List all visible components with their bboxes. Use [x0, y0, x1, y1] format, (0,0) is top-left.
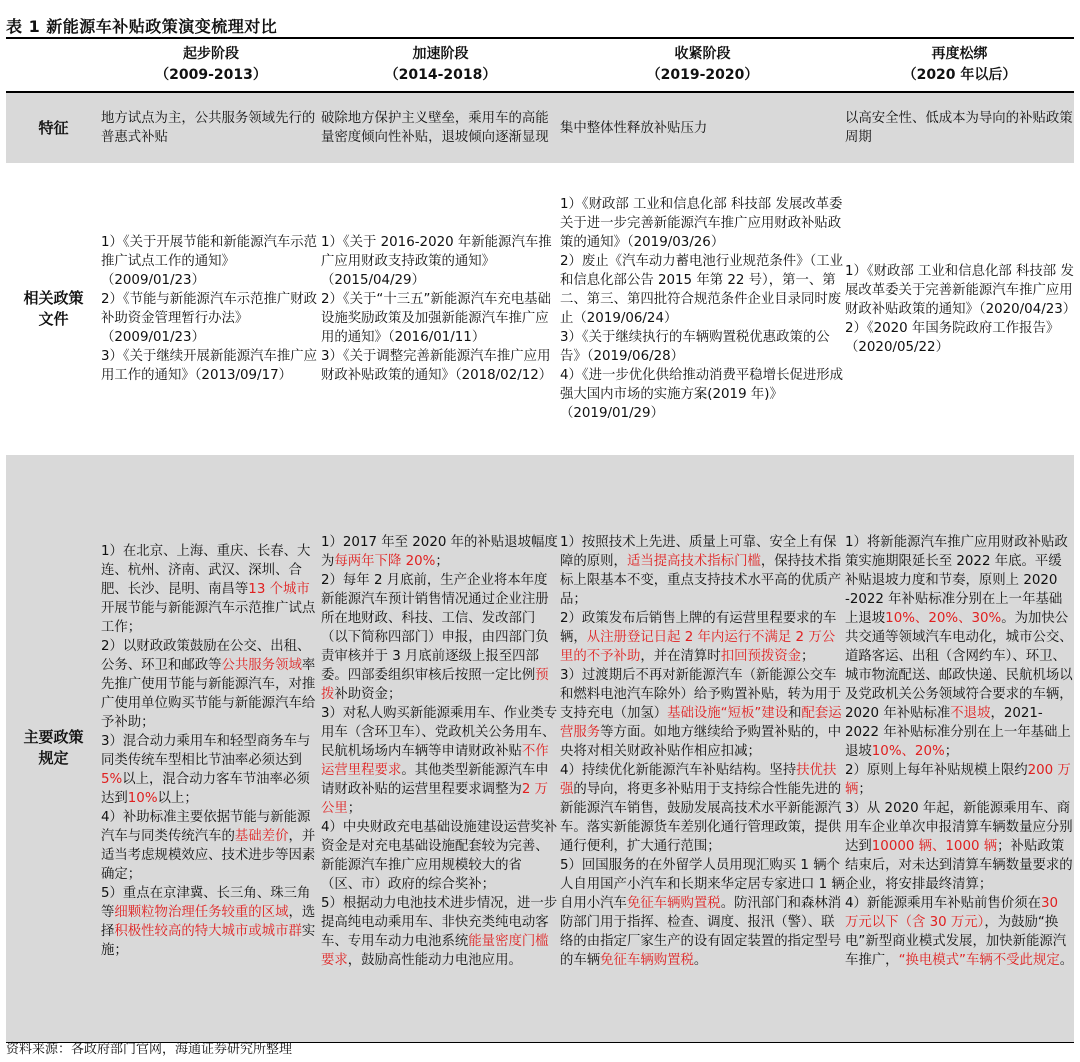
highlight-text: 能量密度门槛要求	[321, 933, 549, 968]
rule-item: 3）从 2020 年起，新能源乘用车、商用车企业单次申报清算车辆数量应分别达到10000 辆、1000 辆；补贴政策结束后，对未达到清算车辆数量要求的企业，将安排最终清算；	[845, 800, 1073, 892]
policy-doc: 1）《财政部 工业和信息化部 科技部 发展改革委关于完善新能源汽车推广应用财政补贴政策的通知》（2020/04/23）	[845, 263, 1077, 317]
highlight-text: 预拨	[321, 667, 549, 702]
policy-doc: 3）《关于继续开展新能源汽车推广应用工作的通知》（2013/09/17）	[101, 349, 318, 383]
docs-cell	[560, 163, 845, 455]
rules-cell	[560, 455, 845, 1042]
stage-name: 加速阶段	[412, 46, 469, 62]
stage-name: 起步阶段	[183, 46, 239, 62]
rules-cell	[101, 455, 321, 1042]
row-label-rules	[6, 455, 101, 1042]
highlight-text: 不作运营里程要求	[321, 743, 549, 778]
row-label-line: 规定	[38, 749, 69, 768]
policy-doc: 3）《关于调整完善新能源汽车推广应用财政补贴政策的通知》（2018/02/12）	[321, 349, 553, 383]
stage-header	[321, 38, 560, 92]
highlight-text: 5%	[101, 772, 123, 788]
docs-cell	[101, 163, 321, 455]
table-row	[6, 455, 1074, 1042]
rule-item: 1）按照技术上先进、质量上可靠、安全上有保障的原则，适当提高技术指标门槛，保持技术指标上限基本不变，重点支持技术水平高的优质产品；	[560, 534, 842, 607]
highlight-text: 基础差价	[234, 829, 289, 845]
policy-doc: 1）《财政部 工业和信息化部 科技部 发展改革委关于进一步完善新能源汽车推广应用财政补贴政策的通知》（2019/03/26）	[560, 197, 843, 250]
row-label-docs	[6, 163, 101, 455]
rule-item: 2）政策发布后销售上牌的有运营里程要求的车辆，从注册登记日起 2 年内运行不满足 2 万公里的不予补助，并在清算时扣回预拨资金；	[560, 610, 837, 664]
corner-cell	[6, 38, 101, 92]
highlight-text: 免征车辆购置税	[626, 895, 721, 911]
rule-item: 1）将新能源汽车推广应用财政补贴政策实施期限延长至 2022 年底。平缓补贴退坡力度和节奏，原则上 2020 -2022 年补贴标准分别在上一年基础上退坡10%、20%、30%。为加快公共交通等领域汽车电动化，城市公交、道路客运、出租（含网约车）、环卫、城市物流配送、邮政快递、民航机场以及党政机关公务领域符合要求的车辆，2020 年补贴标准不退坡，2021-2022 年补贴标准分别在上一年基础上退坡10%、20%；	[845, 534, 1073, 759]
highlight-text: 配套运营服务	[560, 705, 842, 740]
rule-item: 5）回国服务的在外留学人员用现汇购买 1 辆个人自用国产小汽车和长期来华定居专家进口 1 辆自用小汽车免征车辆购置税。防汛部门和森林消防部门用于指挥、检查、调度、报汛（警）、联络的由指定厂家生产的设有固定装置的指定型号的车辆免征车辆购置税。	[560, 857, 845, 968]
highlight-text: “换电模式”车辆不受此规定	[898, 952, 1060, 968]
highlight-text: 基础设施“短板”建设	[667, 705, 789, 721]
stage-name: 再度松绑	[931, 46, 988, 62]
highlight-text: 细颗粒物治理任务较重的区域	[114, 905, 289, 921]
row-label-line: 文件	[38, 310, 69, 328]
policy-doc: 1）《关于开展节能和新能源汽车示范推广试点工作的通知》（2009/01/23）	[101, 235, 318, 288]
feature-cell: 破除地方保护主义壁垒，乘用车的高能量密度倾向性补贴，退坡倾向逐渐显现	[321, 92, 560, 163]
highlight-text: 10%、20%、30%	[885, 610, 1002, 626]
source-note: 资料来源：各政府部门官网，海通证券研究所整理	[6, 1042, 293, 1057]
rule-item: 3）对私人购买新能源乘用车、作业类专用车（含环卫车）、党政机关公务用车、民航机场场内车辆等申请财政补贴不作运营里程要求。其他类型新能源汽车申请财政补贴的运营里程要求调整为2 万公里；	[321, 705, 558, 816]
highlight-text: 积极性较高的特大城市或城市群	[114, 924, 302, 940]
rule-item: 2）原则上每年补贴规模上限约200 万辆；	[845, 762, 1071, 797]
table-title: 表 1 新能源车补贴政策演变梳理对比	[6, 17, 278, 36]
highlight-text: 10000 辆、1000 辆	[871, 838, 998, 854]
rules-cell	[321, 455, 560, 1042]
highlight-text: 10%、20%	[871, 743, 945, 759]
highlight-text: 2 万公里	[321, 781, 549, 816]
stage-header	[560, 38, 845, 92]
highlight-text: 公共服务领域	[221, 658, 302, 674]
feature-cell: 集中整体性释放补贴压力	[560, 92, 845, 163]
policy-doc: 3）《关于继续执行的车辆购置税优惠政策的公告》（2019/06/28）	[560, 330, 830, 364]
highlight-text: 30 万元以下（含 30 万元）	[845, 895, 1059, 930]
rule-item: 3）混合动力乘用车和轻型商务车与同类传统车型相比节油率必须达到5%以上，混合动力客车节油率必须达到10%以上；	[101, 734, 311, 807]
rule-item: 5）根据动力电池技术进步情况，进一步提高纯电动乘用车、非快充类纯电动客车、专用车动力电池系统能量密度门槛要求，鼓励高性能动力电池应用。	[321, 895, 558, 968]
table-row	[6, 163, 1074, 455]
rule-item: 4）持续优化新能源汽车补贴结构。坚持扶优扶强的导向，将更多补贴用于支持综合性能先进的新能源汽车销售，鼓励发展高技术水平新能源汽车。落实新能源货车差别化通行管理政策，提供通行便利，扩大通行范围；	[560, 762, 842, 854]
row-label-line: 相关政策	[23, 289, 84, 307]
stage-period: （2014-2018）	[384, 67, 497, 83]
rule-item: 1）2017 年至 2020 年的补贴退坡幅度为每两年下降 20%；	[321, 534, 558, 569]
rule-item: 2）每年 2 月底前，生产企业将本年度新能源汽车预计销售情况通过企业注册所在地财政、科技、工信、发改部门（以下简称四部门）申报，由四部门负责审核并于 3 月底前逐级上报至四部委。四部委组织审核后按照一定比例预拨补助资金；	[321, 572, 549, 702]
policy-doc: 1）《关于 2016-2020 年新能源汽车推广应用财政支持政策的通知》（2015/04/29）	[321, 235, 552, 288]
highlight-text: 200 万辆	[845, 762, 1071, 797]
rules-cell	[845, 455, 1074, 1042]
feature-cell: 以高安全性、低成本为导向的补贴政策周期	[845, 92, 1074, 163]
highlight-text: 13 个城市	[248, 582, 310, 598]
policy-doc: 2）《节能与新能源汽车示范推广财政补助资金管理暂行办法》（2009/01/23）	[101, 292, 318, 345]
policy-comparison-table	[6, 37, 1077, 1043]
rule-item: 5）重点在京津冀、长三角、珠三角等细颗粒物治理任务较重的区域，选择积极性较高的特大城市或城市群实施；	[101, 886, 316, 959]
row-label-line: 主要政策	[23, 728, 84, 747]
policy-doc: 2）《2020 年国务院政府工作报告》（2020/05/22）	[845, 320, 1060, 355]
rule-item: 4）中央财政充电基础设施建设运营奖补资金是对充电基础设施配套较为完善、新能源汽车推广应用规模较大的省（区、市）政府的综合奖补；	[321, 819, 558, 892]
stage-header	[845, 38, 1074, 92]
rule-item: 2）以财政政策鼓励在公交、出租、公务、环卫和邮政等公共服务领域率先推广使用节能与新能源汽车，对推广使用单位购买节能与新能源汽车给予补助；	[101, 639, 316, 731]
stage-period: （2020 年以后）	[902, 67, 1017, 83]
table-row	[6, 92, 1074, 163]
highlight-text: 不退坡	[950, 705, 991, 721]
rule-item: 4）补助标准主要依据节能与新能源汽车与同类传统汽车的基础差价，并适当考虑规模效应、技术进步等因素确定；	[101, 810, 316, 883]
feature-cell: 地方试点为主，公共服务领域先行的普惠式补贴	[101, 92, 321, 163]
docs-cell	[321, 163, 560, 455]
stage-name: 收紧阶段	[674, 46, 731, 62]
stage-period: （2019-2020）	[646, 67, 759, 83]
docs-cell	[845, 163, 1077, 455]
header-row	[6, 38, 1074, 92]
highlight-text: 10%	[127, 791, 158, 807]
stage-period: （2009-2013）	[155, 67, 267, 83]
policy-doc: 2）《关于“十三五”新能源汽车充电基础设施奖励政策及加强新能源汽车推广应用的通知》（2016/01/11）	[321, 292, 551, 345]
highlight-text: 扣回预拨资金	[720, 648, 802, 664]
policy-doc: 4）《进一步优化供给推动消费平稳增长促进形成强大国内市场的实施方案(2019 年)》（2019/01/29）	[560, 368, 844, 421]
highlight-text: 免征车辆购置税	[600, 952, 694, 968]
rule-item: 4）新能源乘用车补贴前售价须在30 万元以下（含 30 万元），为鼓励“换电”新型商业模式发展，加快新能源汽车推广，“换电模式”车辆不受此规定。	[845, 895, 1074, 968]
rule-item: 1）在北京、上海、重庆、长春、大连、杭州、济南、武汉、深圳、合肥、长沙、昆明、南昌等13 个城市开展节能与新能源汽车示范推广试点工作；	[101, 544, 316, 636]
highlight-text: 每两年下降 20%	[334, 553, 436, 569]
highlight-text: 适当提高技术指标门槛	[626, 553, 761, 569]
rule-item: 3）过渡期后不再对新能源汽车（新能源公交车和燃料电池汽车除外）给予购置补贴，转为用于支持充电（加氢）基础设施“短板”建设和配套运营服务等方面。如地方继续给予购置补贴的，中央将对相关财政补贴作相应扣减；	[560, 667, 842, 759]
stage-header	[101, 38, 321, 92]
row-label-feature: 特征	[6, 92, 101, 163]
policy-doc: 2）废止《汽车动力蓄电池行业规范条件》（工业和信息化部公告 2015 年第 22 号），第一、第二、第三、第四批符合规范条件企业目录同时废止（2019/06/24）	[560, 254, 844, 326]
highlight-text: 扶优扶强	[560, 762, 837, 797]
highlight-text: 从注册登记日起 2 年内运行不满足 2 万公里的不予补助	[560, 629, 836, 664]
